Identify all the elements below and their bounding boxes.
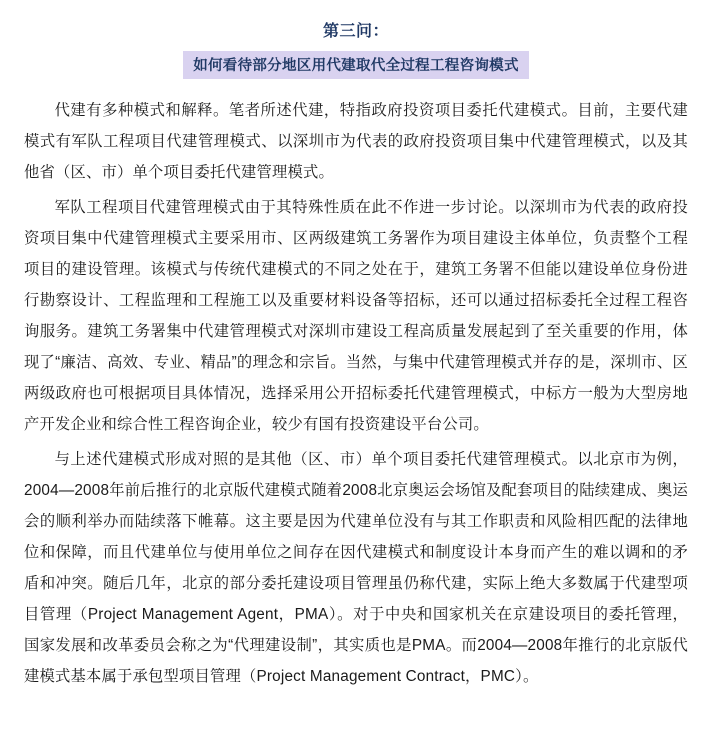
paragraph-1: 代建有多种模式和解释。笔者所述代建，特指政府投资项目委托代建模式。目前，主要代建模式有军队工程项目代建管理模式、以深圳市为代表的政府投资项目集中代建管理模式，以及其他省（区、市）单个项目委托代建管理模式。 xyxy=(24,102,688,181)
paragraph-2: 军队工程项目代建管理模式由于其特殊性质在此不作进一步讨论。以深圳市为代表的政府投资项目集中代建管理模式主要采用市、区两级建筑工务署作为项目建设主体单位，负责整个工程项目的建设管理。该模式与传统代建模式的不同之处在于，建筑工务署不但能以建设单位身份进行勘察设计、工程监理和工程施工以及重要材料设备等招标，还可以通过招标委托全过程工程咨询服务。建筑工务署集中代建管理模式对深圳市建设工程高质量发展起到了至关重要的作用，体现了“廉洁、高效、专业、精品”的理念和宗旨。当然，与集中代建管理模式并存的是，深圳市、区两级政府也可根据项目具体情况，选择采用公开招标委托代建管理模式，中标方一般为大型房地产开发企业和综合性工程咨询企业，较少有国有投资建设平台公司。 xyxy=(24,199,688,433)
paragraph-3: 与上述代建模式形成对照的是其他（区、市）单个项目委托代建管理模式。以北京市为例，2004—2008年前后推行的北京版代建模式随着2008北京奥运会场馆及配套项目的陆续建成、奥运会的顺利举办而陆续落下帷幕。这主要是因为代建单位没有与其工作职责和风险相匹配的法律地位和保障，而且代建单位与使用单位之间存在因代建模式和制度设计本身而产生的难以调和的矛盾和冲突。随后几年，北京的部分委托建设项目管理虽仍称代建，实际上绝大多数属于代建型项目管理（Project Management Agent，PMA）。对于中央和国家机关在京建设项目的委托管理，国家发展和改革委员会称之为“代理建设制”，其实质也是PMA。而2004—2008年推行的北京版代建模式基本属于承包型项目管理（Project Management Contract，PMC）。 xyxy=(24,451,688,685)
subtitle-container xyxy=(24,51,688,79)
page-title: 第三问： xyxy=(322,23,389,40)
body-text xyxy=(24,95,688,692)
highlighted-subtitle: 如何看待部分地区用代建取代全过程工程咨询模式 xyxy=(183,51,529,79)
